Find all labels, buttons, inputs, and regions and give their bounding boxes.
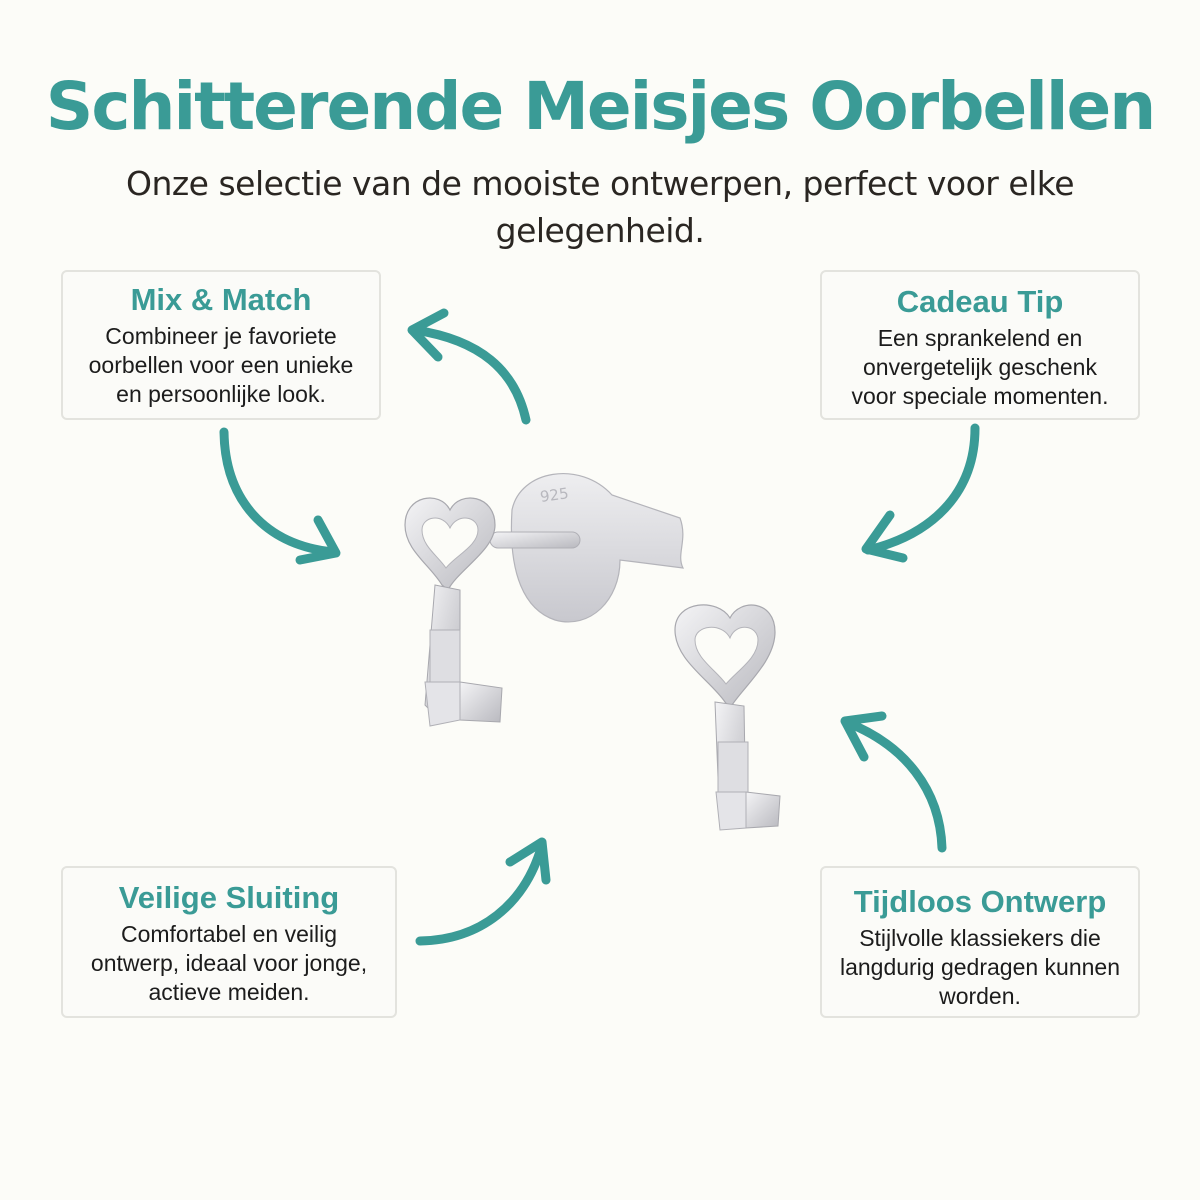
right-earring	[675, 605, 780, 830]
page-subtitle: Onze selectie van de mooiste ontwerpen, perfect voor elke gelegenheid.	[125, 164, 1075, 250]
card-title: Veilige Sluiting	[118, 880, 340, 915]
card-title: Mix & Match	[130, 282, 312, 317]
feature-card-veilige-sluiting	[61, 866, 397, 1018]
card-title: Tijdloos Ontwerp	[853, 884, 1107, 919]
earring-product-image	[380, 450, 830, 850]
card-description: Comfortabel en veilig ontwerp, ideaal voor jonge, actieve meiden.	[90, 921, 368, 1005]
page-title: Schitterende Meisjes Oorbellen	[45, 68, 1155, 145]
card-description: Stijlvolle klassiekers die langdurig gedragen kunnen worden.	[839, 925, 1121, 1009]
card-description: Combineer je favoriete oorbellen voor een unieke en persoonlijke look.	[88, 323, 354, 407]
feature-card-cadeau-tip	[820, 270, 1140, 420]
left-earring	[405, 498, 502, 726]
svg-text:925: 925	[538, 484, 570, 506]
card-description: Een sprankelend en onvergetelijk geschenk voor speciale momenten.	[851, 325, 1109, 409]
feature-card-mix-match	[61, 270, 381, 420]
card-title: Cadeau Tip	[896, 284, 1064, 319]
feature-card-tijdloos-ontwerp	[820, 866, 1140, 1018]
